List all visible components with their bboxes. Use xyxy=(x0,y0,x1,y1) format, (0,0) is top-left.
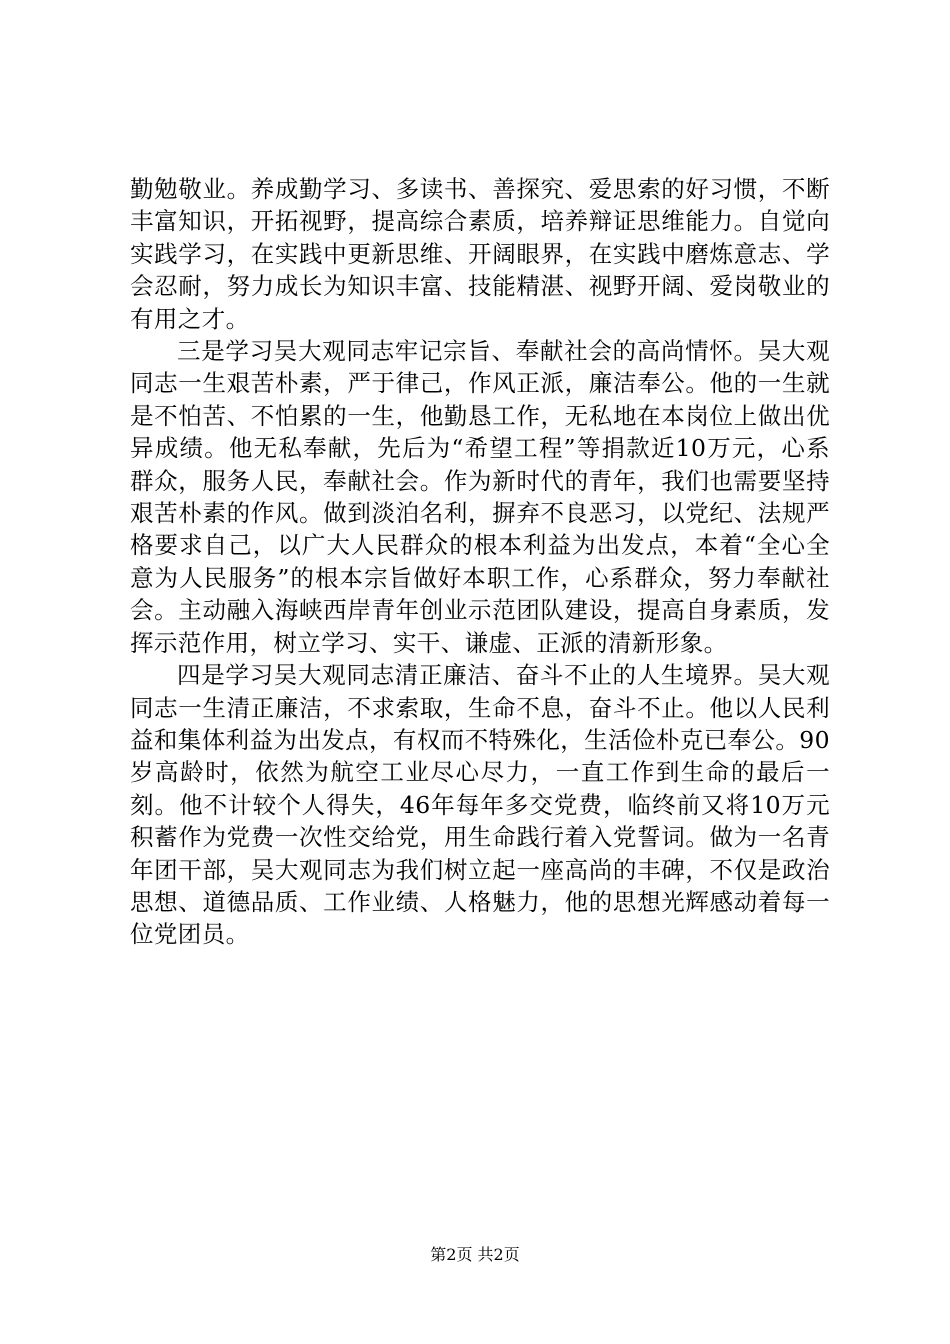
paragraph-point-three: 三是学习吴大观同志牢记宗旨、奉献社会的高尚情怀。吴大观同志一生艰苦朴素，严于律己，作风正派，廉洁奉公。他的一生就是不怕苦、不怕累的一生，他勤恳工作，无私地在本岗位上做出优异成绩。他无私奉献，先后为“希望工程”等捐款近10万元，心系群众，服务人民，奉献社会。作为新时代的青年，我们也需要坚持艰苦朴素的作风。做到淡泊名利，摒弃不良恶习，以党纪、法规严格要求自己，以广大人民群众的根本利益为出发点，本着“全心全意为人民服务”的根本宗旨做好本职工作，心系群众，努力奉献社会。主动融入海峡西岸青年创业示范团队建设，提高自身素质，发挥示范作用，树立学习、实干、谦虚、正派的清新形象。 xyxy=(130,337,830,657)
page-footer xyxy=(0,1245,950,1265)
page-number: 第2页 共2页 xyxy=(430,1245,520,1264)
document-body xyxy=(130,173,830,951)
paragraph-point-four: 四是学习吴大观同志清正廉洁、奋斗不止的人生境界。吴大观同志一生清正廉洁，不求索取，生命不息，奋斗不止。他以人民利益和集体利益为出发点，有权而不特殊化，生活俭朴克已奉公。90岁高龄时，依然为航空工业尽心尽力，一直工作到生命的最后一刻。他不计较个人得失，46年每年多交党费，临终前又将10万元积蓄作为党费一次性交给党，用生命践行着入党誓词。做为一名青年团干部，吴大观同志为我们树立起一座高尚的丰碑，不仅是政治思想、道德品质、工作业绩、人格魅力，他的思想光辉感动着每一位党团员。 xyxy=(130,661,830,949)
paragraph-continuation: 勤勉敬业。养成勤学习、多读书、善探究、爱思索的好习惯，不断丰富知识，开拓视野，提高综合素质，培养辩证思维能力。自觉向实践学习，在实践中更新思维、开阔眼界，在实践中磨炼意志、学会忍耐，努力成长为知识丰富、技能精湛、视野开阔、爱岗敬业的有用之才。 xyxy=(130,175,830,333)
